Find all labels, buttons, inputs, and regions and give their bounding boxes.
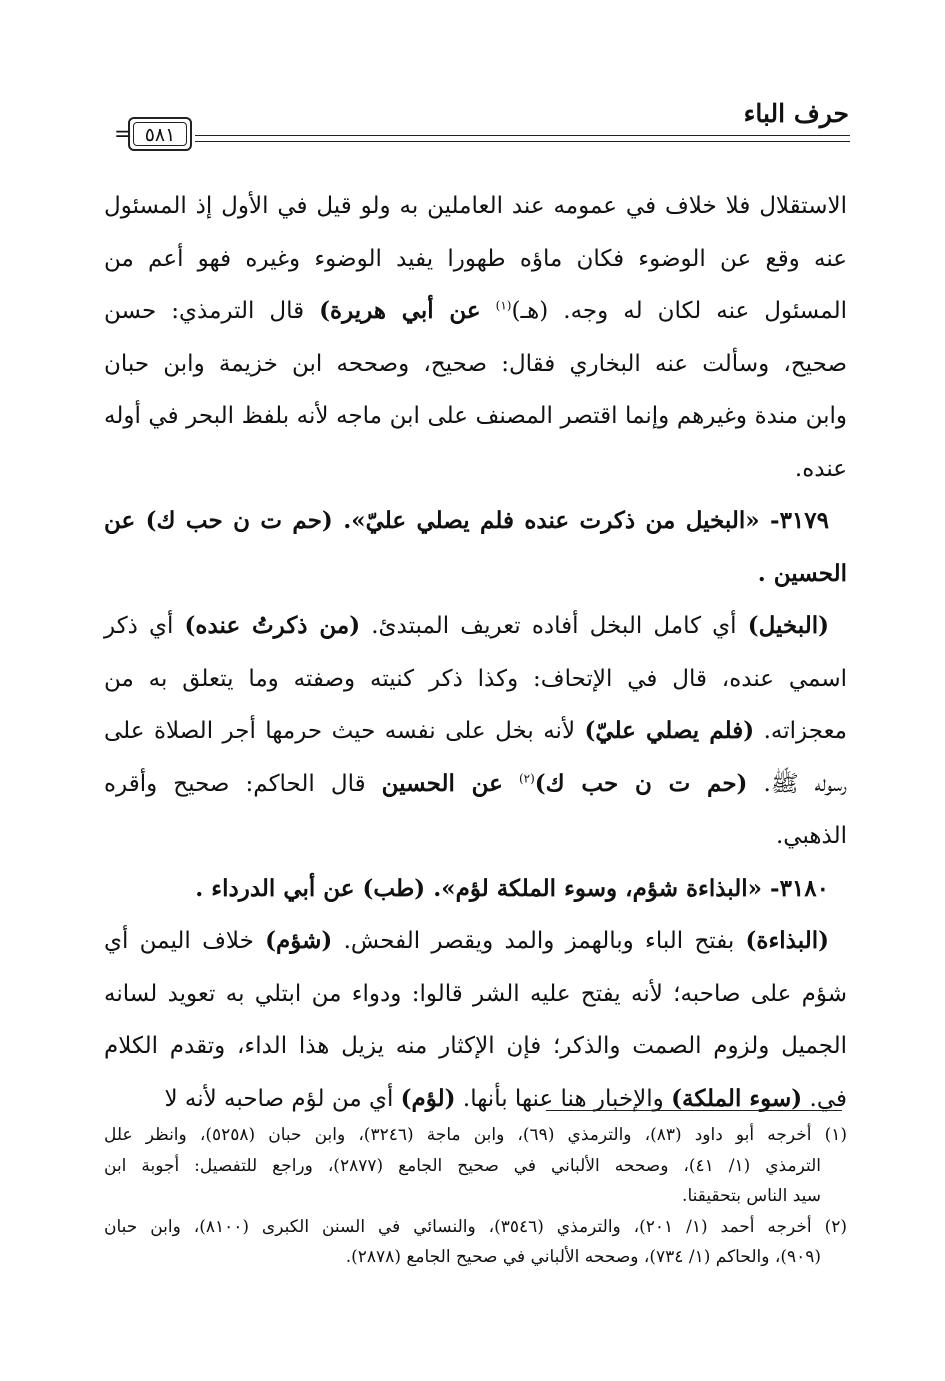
bold-run: (فلم يصلي عليّ)	[584, 717, 755, 744]
text-line	[104, 600, 847, 653]
header-rule-top	[195, 135, 850, 136]
bold-run: (سوء الملكة)	[671, 1084, 803, 1112]
bold-run: (من ذكرتُ عنده)	[184, 612, 361, 639]
text-run: لأنه بخل على نفسه حيث حرمها أجر الصلاة على	[104, 718, 585, 744]
text-run	[503, 771, 519, 797]
text-line: الاستقلال فلا خلاف في عمومه عند العاملين به ولو قيل في الأول إذ المسئول	[104, 193, 847, 219]
text-run: قال الترمذي: حسن	[104, 298, 320, 324]
bold-run: الحسين .	[757, 559, 847, 587]
text-line: صحيح، وسألت عنه البخاري فقال: صحيح، وصححه ابن خزيمة وابن حبان	[104, 350, 847, 377]
text-line: وابن مندة وغيرهم وإنما اقتصر المصنف على ابن ماجه لأنه بلفظ البحر في أوله	[104, 403, 847, 429]
text-line	[104, 705, 847, 758]
text-line	[104, 863, 847, 916]
text-line	[104, 1073, 847, 1126]
text-run: قال الحاكم: صحيح وأقره	[104, 770, 382, 797]
text-run: أي من لؤم صاحبه لأنه لا	[164, 1085, 401, 1112]
bold-run: (البخيل)	[747, 612, 829, 639]
bold-run: ٣١٧٩- «البخيل من ذكرت عنده فلم يصلي عليّ». (حم ت ن حب ك) عن	[104, 507, 829, 534]
text-run: أي ذكر	[104, 613, 185, 639]
text-run: والإخبار هنا عنها بأنها.	[455, 1085, 672, 1112]
bold-run: ٣١٨٠- «البذاءة شؤم، وسوء الملكة لؤم». (طب) عن أبي الدرداء .	[195, 874, 829, 902]
footnote-line: (١) أخرجه أبو داود (٨٣)، والترمذي (٦٩)، وابن ماجة (٣٢٤٦)، وابن حبان (٥٢٥٨)، وانظر علل	[104, 1125, 847, 1145]
text-run: في.	[802, 1085, 847, 1112]
main-text	[104, 180, 847, 1125]
footnotes	[104, 1120, 847, 1273]
text-line: الجميل ولزوم الصمت والذكر؛ فإن الإكثار منه يزيل هذا الداء، وتقدم الكلام	[104, 1033, 847, 1059]
text-line	[104, 285, 847, 338]
text-line	[104, 548, 847, 601]
text-run: خلاف اليمن أي	[104, 928, 266, 954]
text-line: عنده.	[794, 455, 847, 482]
page-number-box	[128, 117, 192, 151]
bold-run: عن أبي هريرة)	[319, 297, 481, 324]
text-run: بفتح الباء وبالهمز والمد ويقصر الفحش.	[332, 928, 746, 954]
text-run: معجزاته.	[754, 718, 847, 744]
text-line	[104, 915, 847, 968]
header-rule-bottom	[195, 141, 850, 142]
text-run	[481, 298, 496, 324]
text-run: أي كامل البخل أفاده تعريف المبتدئ.	[360, 613, 748, 639]
chapter-title: حرف الباء	[743, 99, 849, 128]
footnote-separator	[546, 1110, 842, 1111]
text-line: عنه وقع عن الوضوء فكان ماؤه طهورا يفيد الوضوء وغيره فهو أعم من	[104, 245, 847, 272]
footnote-ref: (٢)	[518, 770, 535, 785]
bold-run: (شؤم)	[265, 927, 333, 954]
bold-run: (حم ت ن حب ك)	[534, 769, 748, 797]
footnote-ref: (١)	[495, 298, 512, 313]
header-mark: =	[114, 122, 133, 147]
text-line: اسمي عنده، قال في الإتحاف: وكذا ذكر كنيته وصفته وما يتعلق به من	[104, 665, 847, 692]
bold-run: (البذاءة)	[745, 927, 829, 954]
text-run: رسوله ﷺ.	[747, 770, 848, 797]
footnote-line: (٢) أخرجه أحمد (١/ ٢٠١)، والترمذي (٣٥٤٦)، والنسائي في السنن الكبرى (٨١٠٠)، وابن حبان	[104, 1216, 847, 1237]
text-line	[104, 758, 847, 811]
text-line: الذهبي.	[775, 823, 847, 849]
bold-run: (لؤم)	[400, 1084, 456, 1112]
footnote-line: (٩٠٩)، والحاكم (١/ ٧٣٤)، وصححه الألباني في صحيح الجامع (٢٨٧٨).	[345, 1247, 821, 1267]
footnote-line: الترمذي (١/ ٤١)، وصححه الألباني في صحيح الجامع (٢٨٧٧)، وراجع للتفصيل: أجوبة ابن	[104, 1155, 821, 1176]
page-number: ٥٨١	[133, 122, 187, 146]
footnote-line: سيد الناس بتحقيقنا.	[682, 1186, 821, 1206]
bold-run: عن الحسين	[381, 769, 503, 797]
text-line: شؤم على صاحبه؛ لأنه يفتح عليه الشر قالوا: ودواء من ابتلي به تعويد لسانه	[104, 980, 847, 1007]
text-run: المسئول عنه لكان له وجه. (هـ)	[511, 298, 847, 324]
text-line	[104, 495, 847, 548]
